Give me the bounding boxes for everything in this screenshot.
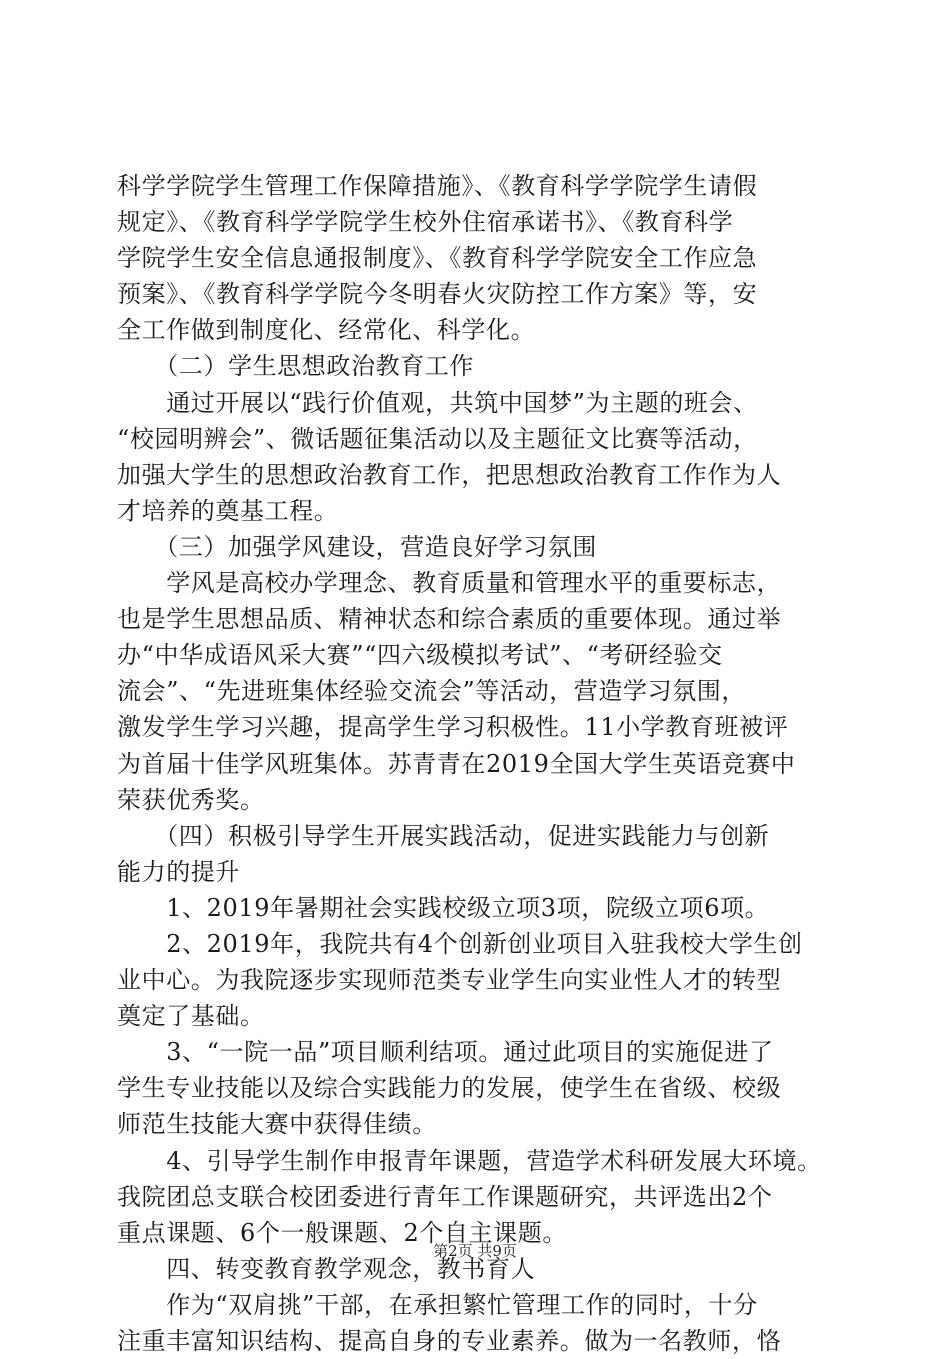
text-line: 2、2019年，我院共有4个创新创业项目入驻我校大学生创 — [117, 929, 803, 958]
text-line: 奠定了基础。 — [117, 1002, 265, 1031]
text-line: 科学学院学生管理工作保障措施》、《教育科学学院学生请假 — [117, 172, 758, 200]
text-line: 我院团总支联合校团委进行青年工作课题研究，共评选出2个 — [117, 1182, 773, 1211]
text-line: 重点课题、6个一般课题、2个自主课题。 — [117, 1218, 567, 1247]
text-line: 四、转变教育教学观念，教书育人 — [117, 1254, 536, 1283]
text-line: 通过开展以“践行价值观，共筑中国梦”为主题的班会、 — [117, 388, 758, 417]
text-line: 学风是高校办学理念、教育质量和管理水平的重要标志， — [117, 569, 782, 598]
text-line: 预案》、《教育科学学院今冬明春火灾防控工作方案》等，安 — [117, 280, 758, 309]
text-line: 流会”、“先进班集体经验交流会”等活动，营造学习氛围， — [117, 677, 747, 706]
text-line: 1、2019年暑期社会实践校级立项3项，院级立项6项。 — [117, 893, 770, 922]
text-line: 规定》、《教育科学学院学生校外住宿承诺书》、《教育科学 — [117, 208, 734, 237]
text-line: “校园明辨会”、微话题征集活动以及主题征文比赛等活动， — [117, 424, 758, 453]
text-line: 能力的提升 — [117, 857, 240, 886]
text-line: 作为“双肩挑”干部，在承担繁忙管理工作的同时，十分 — [117, 1290, 758, 1319]
text-line: 3、“一院一品”项目顺利结项。通过此项目的实施促进了 — [117, 1038, 774, 1067]
text-line: 注重丰富知识结构、提高自身的专业素养。做为一名教师，恪 — [117, 1327, 782, 1355]
text-line: 4、引导学生制作申报青年课题，营造学术科研发展大环境。 — [117, 1146, 822, 1175]
text-line: 业中心。为我院逐步实现师范类专业学生向实业性人才的转型 — [117, 966, 782, 995]
text-line: （三）加强学风建设，营造良好学习氛围 — [117, 532, 597, 561]
document-body — [117, 168, 837, 1359]
text-line: （二）学生思想政治教育工作 — [117, 352, 474, 381]
text-line: 师范生技能大赛中获得佳绩。 — [117, 1110, 437, 1139]
text-line: 为首届十佳学风班集体。苏青青在2019全国大学生英语竞赛中 — [117, 749, 796, 778]
text-line: （四）积极引导学生开展实践活动，促进实践能力与创新 — [117, 821, 770, 850]
text-line: 加强大学生的思想政治教育工作，把思想政治教育工作作为人 — [117, 460, 782, 489]
text-line: 学生专业技能以及综合实践能力的发展，使学生在省级、校级 — [117, 1074, 782, 1103]
text-line: 学院学生安全信息通报制度》、《教育科学学院安全工作应急 — [117, 244, 758, 273]
text-line: 办“中华成语风采大赛”“四六级模拟考试”、“考研经验交 — [117, 641, 723, 670]
text-line: 也是学生思想品质、精神状态和综合素质的重要体现。通过举 — [117, 605, 782, 634]
page-footer: 第2页 共9页 — [433, 1242, 517, 1260]
text-line: 全工作做到制度化、经常化、科学化。 — [117, 316, 536, 345]
text-line: 才培养的奠基工程。 — [117, 496, 339, 525]
text-line: 激发学生学习兴趣，提高学生学习积极性。11小学教育班被评 — [117, 713, 789, 742]
text-line: 荣获优秀奖。 — [117, 785, 265, 814]
